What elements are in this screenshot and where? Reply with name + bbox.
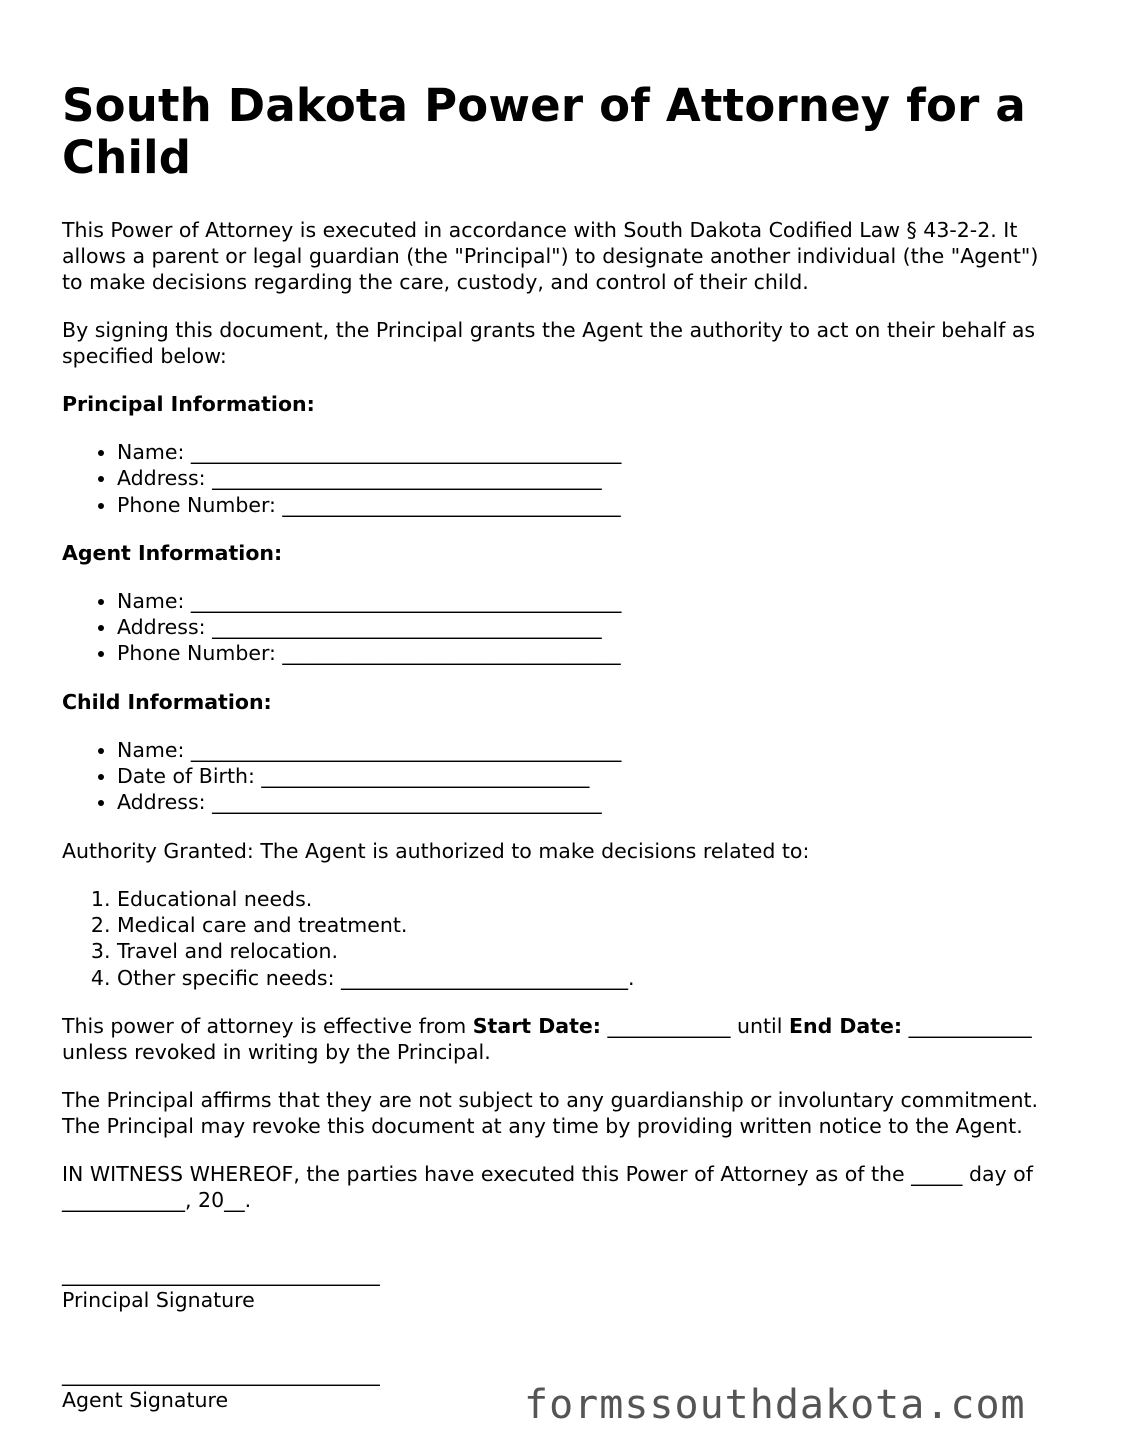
- effective-dates-paragraph: [62, 1013, 1062, 1065]
- child-address-field: • Address: ______________________________________: [117, 789, 1062, 815]
- end-date-label: End Date:: [788, 1013, 903, 1038]
- principal-name-field: • Name: __________________________________________: [117, 439, 1062, 465]
- authority-intro: Authority Granted: The Agent is authorized to make decisions related to:: [62, 838, 810, 863]
- authority-item: 3. Travel and relocation.: [117, 938, 1062, 964]
- effective-suffix: ____________ unless revoked in writing by the Principal.: [62, 1013, 1032, 1064]
- authority-item: 1. Educational needs.: [117, 886, 1062, 912]
- start-date-blank: ____________ until: [601, 1013, 789, 1038]
- principal-signature-line: _______________________________: [62, 1261, 380, 1286]
- site-watermark: formssouthdakota.com: [524, 1382, 1026, 1428]
- principal-heading: Principal Information:: [62, 392, 315, 416]
- authority-item: 2. Medical care and treatment.: [117, 912, 1062, 938]
- principal-signature-label: Principal Signature: [62, 1287, 255, 1312]
- intro-paragraph: This Power of Attorney is executed in accordance with South Dakota Codified Law § 43-2-2. It allows a parent or legal guardian (the "Principal") to designate another individual (the "Agent") to make decisions regarding the care, custody, and control of their child.: [62, 218, 1039, 294]
- affirmation-paragraph: The Principal affirms that they are not subject to any guardianship or involuntary commitment. The Principal may revoke this document at any time by providing written notice to the Agent.: [62, 1087, 1039, 1138]
- agent-name-field: • Name: __________________________________________: [117, 588, 1062, 614]
- principal-address-field: • Address: ______________________________________: [117, 465, 1062, 491]
- document-title: South Dakota Power of Attorney for a Child: [62, 79, 1026, 184]
- witness-paragraph: IN WITNESS WHEREOF, the parties have executed this Power of Attorney as of the _____ day of ____________, 20__.: [62, 1161, 1033, 1212]
- agent-heading: Agent Information:: [62, 540, 283, 565]
- child-heading: Child Information:: [62, 689, 272, 714]
- agent-address-field: • Address: ______________________________________: [117, 614, 1062, 640]
- grant-paragraph: By signing this document, the Principal grants the Agent the authority to act on their behalf as specified below:: [62, 318, 1036, 368]
- agent-signature-label: Agent Signature: [62, 1387, 229, 1412]
- child-name-field: • Name: __________________________________________: [117, 737, 1062, 763]
- principal-list: [62, 439, 1062, 518]
- child-list: [62, 737, 1062, 816]
- child-dob-field: • Date of Birth: ________________________________: [117, 763, 1062, 789]
- effective-prefix: This power of attorney is effective from: [62, 1013, 473, 1038]
- document-page: [62, 80, 1062, 1413]
- agent-list: [62, 588, 1062, 667]
- authority-item: 4. Other specific needs: ____________________________.: [117, 965, 1062, 991]
- authority-list: [62, 886, 1062, 991]
- agent-signature-line: _______________________________: [62, 1361, 380, 1386]
- principal-phone-field: • Phone Number: _________________________________: [117, 492, 1062, 518]
- agent-phone-field: • Phone Number: _________________________________: [117, 640, 1062, 666]
- start-date-label: Start Date:: [472, 1013, 601, 1038]
